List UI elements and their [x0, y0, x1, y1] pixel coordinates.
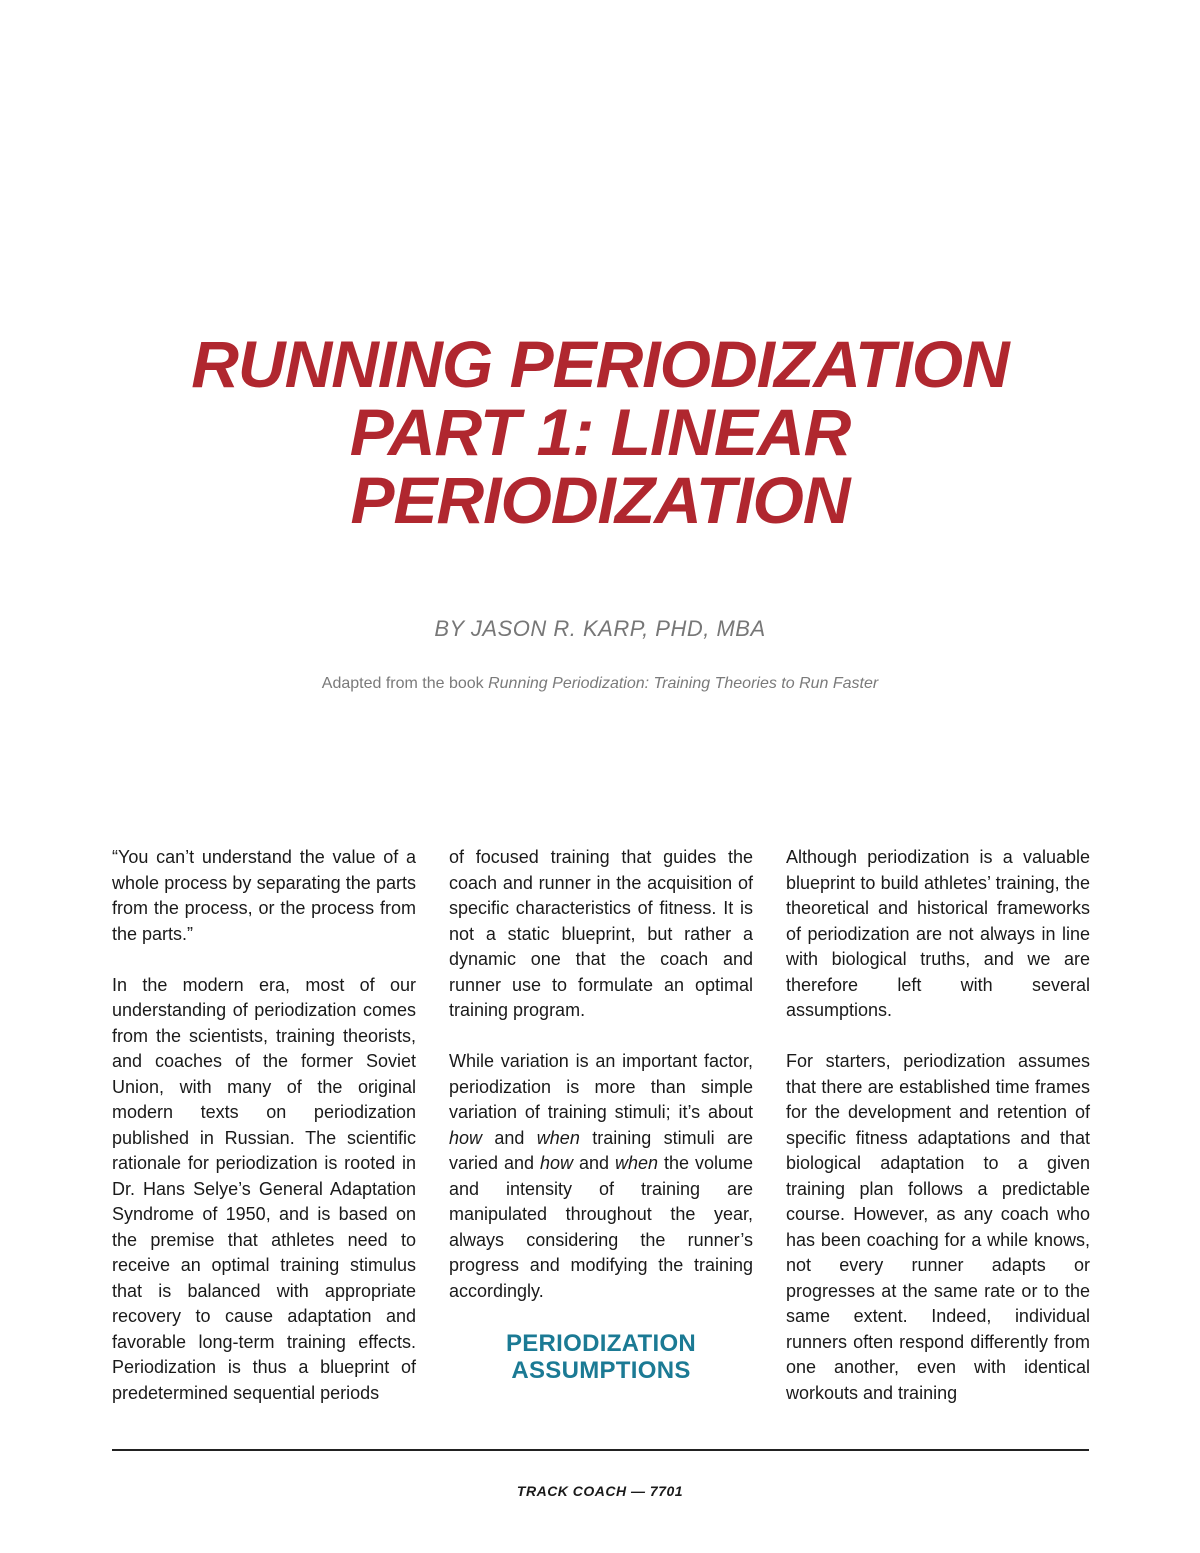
emphasis-when: when	[536, 1127, 580, 1148]
adapted-prefix: Adapted from the book	[321, 675, 489, 692]
col3-paragraph-1: Although periodization is a valuable blueprint to build athletes’ training, the theoretical and historical frameworks of periodization are not always in line with biological truths, and we are therefore left with several assumptions.	[786, 847, 1090, 1020]
emphasis-how: how	[539, 1153, 574, 1173]
section-heading-line-1: PERIODIZATION	[505, 1330, 697, 1357]
adapted-book-title: Running Periodization: Training Theories to Run Faster	[488, 675, 879, 692]
section-heading-periodization-assumptions	[449, 1330, 753, 1384]
page-footer: TRACK COACH — 7701	[516, 1483, 684, 1499]
title-line-1: RUNNING PERIODIZATION	[191, 327, 1009, 401]
col2-paragraph-1: of focused training that guides the coach and runner in the acquisition of specific characteristics of fitness. It is not a static blueprint, but rather a dynamic one that the coach and runner use to formulate an optimal training program.	[449, 847, 753, 1020]
col2-p2-text-a: While variation is an important factor, periodization is more than simple variation of training stimuli; it’s about	[449, 1051, 753, 1122]
col2-p2-text-c: training stimuli are varied and	[449, 1127, 753, 1173]
article-title	[60, 327, 1140, 537]
title-line-2: PART 1: LINEAR	[349, 395, 851, 469]
col2-paragraph-2	[449, 1049, 753, 1304]
col1-paragraph-2: In the modern era, most of our understanding of periodization comes from the scientists, training theorists, and coaches of the former Soviet Union, with many of the original modern texts on periodization published in Russian. The scientific rationale for periodization is rooted in Dr. Hans Selye’s General Adaptation Syndrome of 1950, and is based on the premise that athletes need to receive an optimal training stimulus that is balanced with appropriate recovery to cause adaptation and favorable long-term training effects. Periodization is thus a blueprint of predetermined sequential periods	[112, 974, 416, 1403]
adapted-note	[0, 675, 1200, 693]
col2-p2-text-b: and	[482, 1127, 537, 1148]
emphasis-when: when	[614, 1153, 659, 1173]
col2-p2-text-e: the volume and intensity of training are manipulated throughout the year, always considering the runner’s progress and modifying the training accordingly.	[449, 1153, 753, 1301]
col3-paragraph-2: For starters, periodization assumes that there are established time frames for the development and retention of specific fitness adaptations and that biological adaptation to a given training plan follows a predictable course. However, as any coach who has been coaching for a while knows, not every runner adapts or progresses at the same rate or to the same extent. Indeed, individual runners often respond differently from one another, even with identical workouts and training	[786, 1051, 1090, 1403]
col1-paragraph-1: “You can’t understand the value of a whole process by separating the parts from the process, or the process from the parts.”	[112, 847, 416, 944]
column-2	[449, 845, 753, 1384]
title-line-3: PERIODIZATION	[350, 463, 850, 537]
col2-p2-text-d: and	[573, 1153, 615, 1173]
column-1	[112, 845, 416, 1406]
author-byline: BY JASON R. KARP, PHD, MBA	[434, 616, 766, 641]
section-heading-line-2: ASSUMPTIONS	[511, 1357, 691, 1384]
emphasis-how: how	[449, 1127, 483, 1148]
column-3	[786, 845, 1090, 1406]
footer-divider	[112, 1449, 1089, 1451]
